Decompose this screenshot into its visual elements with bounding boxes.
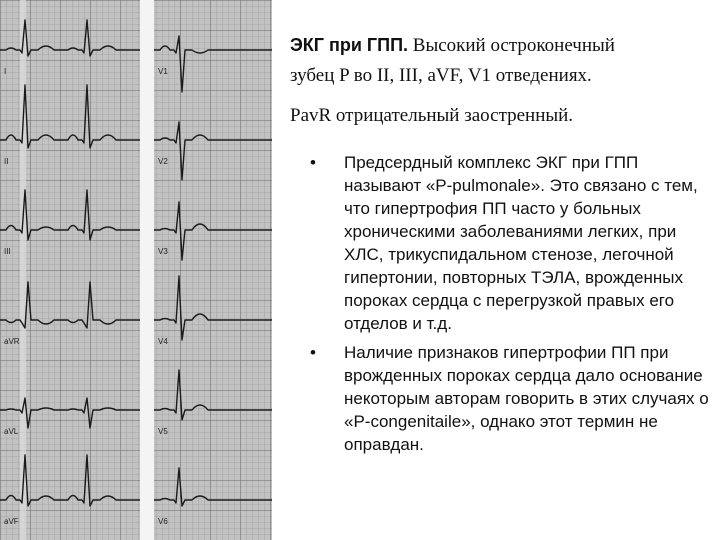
ecg-figure bbox=[0, 0, 272, 540]
title-bold: ЭКГ при ГПП. bbox=[290, 35, 409, 55]
lead-label: V1 bbox=[158, 67, 168, 76]
bullet-item bbox=[290, 341, 710, 456]
lead-label: V3 bbox=[158, 247, 168, 256]
title-rest: Высокий остроконечный bbox=[408, 35, 615, 56]
lead-label: V5 bbox=[158, 427, 168, 436]
bullet-dot: • bbox=[310, 343, 316, 362]
lead-label: aVL bbox=[4, 427, 19, 436]
bullet-text: Предсердный комплекс ЭКГ при ГПП называют «P-pulmonale». Это связано с тем, что гипертрофия ПП часто у больных хроническими заболеваниями легких, при ХЛС, трикуспидальном стенозе, легочной гипертонии, повторных ТЭЛА, врожденных пороках сердца с перегрузкой правых его отделов и т.д. bbox=[344, 153, 698, 333]
column-separator bbox=[140, 0, 154, 540]
lead-label: III bbox=[4, 247, 11, 256]
lead-label: I bbox=[4, 67, 7, 76]
lead-label: V2 bbox=[158, 157, 168, 166]
slide-title bbox=[290, 30, 710, 61]
bullet-list bbox=[290, 151, 710, 456]
pavr-note: PavR отрицательный заостренный. bbox=[290, 105, 574, 126]
ecg-image bbox=[0, 0, 272, 540]
lead-label: aVF bbox=[4, 517, 19, 526]
lead-label: aVR bbox=[4, 337, 20, 346]
text-content bbox=[290, 30, 710, 462]
title-line-2: зубец P во II, III, aVF, V1 отведениях. bbox=[290, 65, 592, 86]
bullet-item bbox=[290, 151, 710, 335]
lead-label: V6 bbox=[158, 517, 168, 526]
bullet-dot: • bbox=[310, 153, 316, 172]
lead-label: V4 bbox=[158, 337, 168, 346]
lead-label: II bbox=[4, 157, 9, 166]
bullet-text: Наличие признаков гипертрофии ПП при врожденных пороках сердца дало основание некоторым авторам говорить в этих случаях о «P-congenitaile», однако этот термин не оправдан. bbox=[344, 343, 709, 454]
